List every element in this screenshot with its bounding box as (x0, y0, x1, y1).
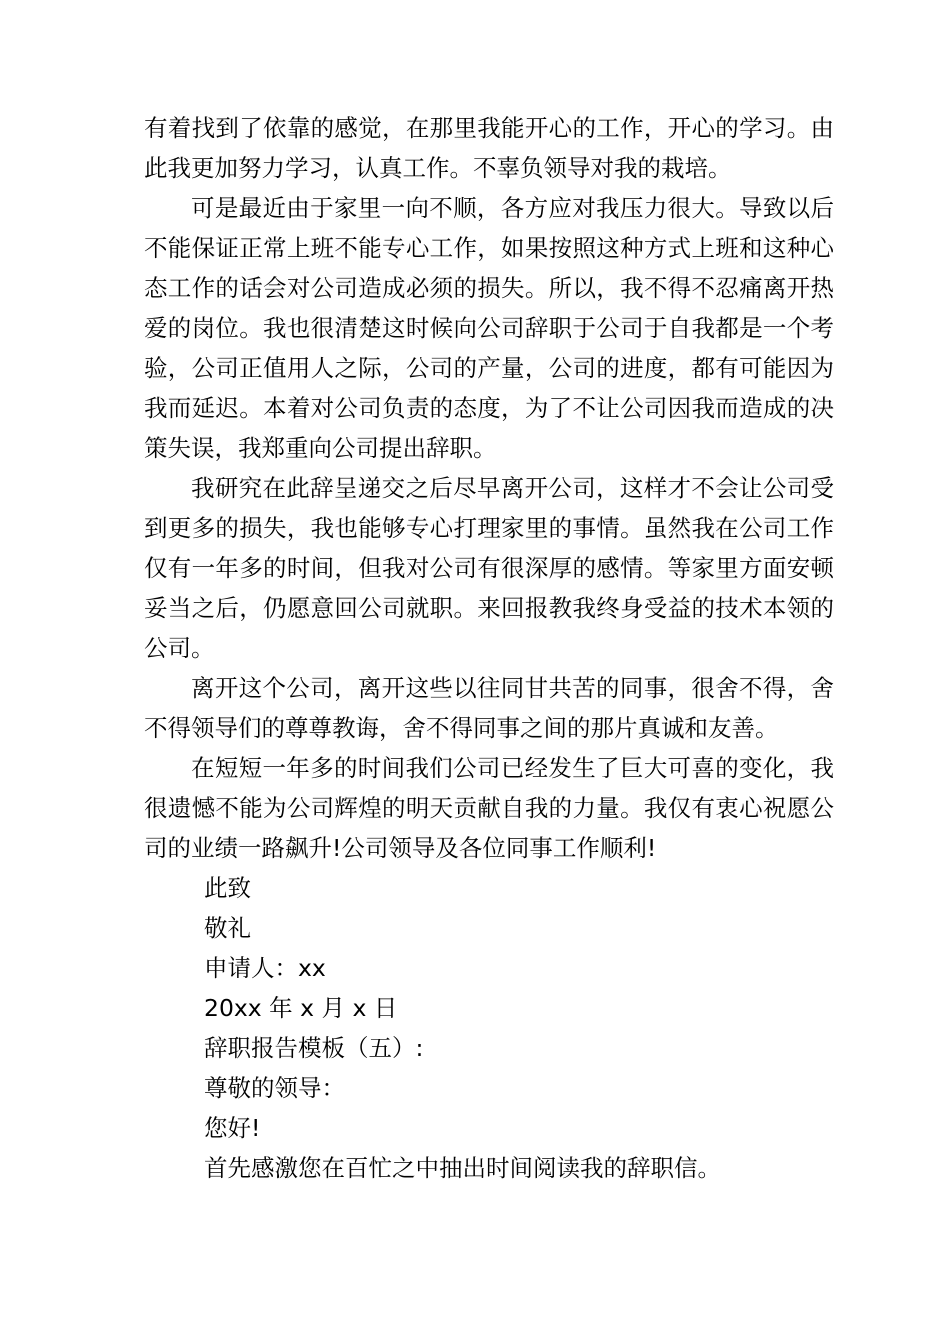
greeting-addressee: 尊敬的领导： (204, 1074, 345, 1102)
paragraph-3: 我研究在此辞呈递交之后尽早离开公司，这样才不会让公司受到更多的损失，我也能够专心打理家里的事情。虽然我在公司工作仅有一年多的时间，但我对公司有很深厚的感情。等家里方面安顿妥当之后，仍愿意回公司就职。来回报教我终身受益的技术本领的公司。 (144, 474, 834, 662)
template-heading: 辞职报告模板（五）: (204, 1034, 424, 1062)
paragraph-2: 可是最近由于家里一向不顺，各方应对我压力很大。导致以后不能保证正常上班不能专心工作，如果按照这种方式上班和这种心态工作的话会对公司造成必须的损失。所以，我不得不忍痛离开热爱的岗位。我也很清楚这时候向公司辞职于公司于自我都是一个考验，公司正值用人之际，公司的产量，公司的进度，都有可能因为我而延迟。本着对公司负责的态度，为了不让公司因我而造成的决策失误，我郑重向公司提出辞职。 (144, 194, 834, 462)
paragraph-4: 离开这个公司，离开这些以往同甘共苦的同事，很舍不得，舍不得领导们的尊尊教诲，舍不得同事之间的那片真诚和友善。 (144, 674, 834, 742)
salutation-cizhi: 此致 (204, 874, 251, 902)
paragraph-1: 有着找到了依靠的感觉，在那里我能开心的工作，开心的学习。由此我更加努力学习，认真工作。不辜负领导对我的栽培。 (144, 114, 834, 182)
opening-sentence: 首先感激您在百忙之中抽出时间阅读我的辞职信。 (204, 1154, 721, 1182)
paragraph-5: 在短短一年多的时间我们公司已经发生了巨大可喜的变化，我很遗憾不能为公司辉煌的明天贡献自我的力量。我仅有衷心祝愿公司的业绩一路飙升!公司领导及各位同事工作顺利! (144, 754, 834, 862)
greeting-hello: 您好! (204, 1114, 261, 1142)
applicant-line: 申请人：xx (204, 954, 326, 982)
salutation-jingli: 敬礼 (204, 914, 251, 942)
date-line: 20xx 年 x 月 x 日 (204, 994, 398, 1022)
document-body (144, 108, 834, 1188)
